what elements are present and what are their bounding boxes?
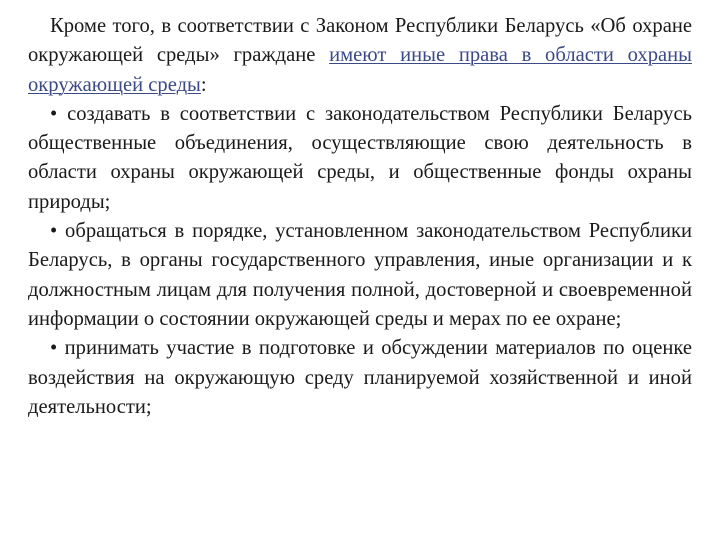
document-body: [28, 12, 692, 422]
bullet-item: [28, 100, 692, 217]
bullet-item: [28, 334, 692, 422]
intro-paragraph: [28, 12, 692, 100]
bullet-text: создавать в соответствии с законодательством Республики Беларусь общественные объединения, осуществляющие свою деятельность в области охраны окружающей среды, и общественные фонды охраны природы;: [28, 102, 693, 213]
bullet-marker: •: [50, 337, 58, 360]
intro-colon: :: [200, 73, 207, 96]
bullet-text: обращаться в порядке, установленном законодательством Республики Беларусь, в органы государственного управления, иные организации и к должностным лицам для получения полной, достоверной и своевременной информации о состоянии окружающей среды и мерах по ее охране;: [28, 220, 693, 330]
bullet-marker: •: [50, 102, 58, 125]
rights-link[interactable]: имеют иные права в области охраны окружающей среды: [28, 44, 692, 96]
bullet-text: принимать участие в подготовке и обсуждении материалов по оценке воздействия на окружающую среду планируемой хозяйственной и иной деятельности;: [28, 337, 692, 418]
intro-text: Кроме того, в соответствии с Законом Республики Беларусь «Об охране окружающей среды» граждане: [28, 15, 692, 67]
bullet-marker: •: [50, 220, 58, 243]
bullet-item: [28, 217, 692, 334]
